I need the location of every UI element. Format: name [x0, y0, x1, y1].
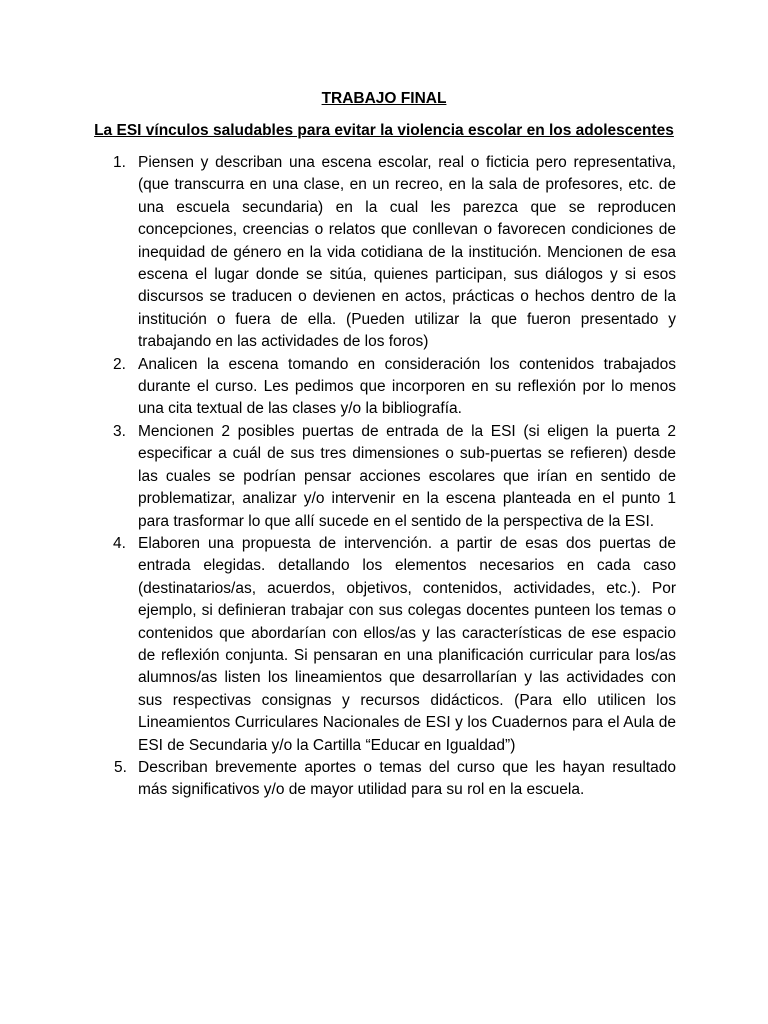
list-item	[108, 533, 676, 757]
list-item-text: Elaboren una propuesta de intervención. a partir de esas dos puertas de entrada elegidas. detallando los elementos necesarios en cada caso (destinatarios/as, acuerdos, objetivos, contenidos, actividades, etc.). Por ejemplo, si definieran trabajar con sus colegas docentes punteen los temas o contenidos que abordarían con ellos/as y las características de ese espacio de reflexión conjunta. Si pensaran en una planificación curricular para los/as alumnos/as listen los lineamientos que desarrollarían y las actividades con sus respectivas consignas y recursos didácticos. (Para ello utilicen los Lineamientos Curriculares Nacionales de ESI y los Cuadernos para el Aula de ESI de Secundaria y/o la Cartilla “Educar en Igualdad”)	[138, 534, 676, 754]
list-item-number: 3.	[113, 422, 126, 440]
list-item-number: 1.	[113, 154, 126, 171]
list-item-text: Analicen la escena tomando en consideración los contenidos trabajados durante el curso. Les pedimos que incorporen en su reflexión por lo menos una cita textual de las clases y/o la bibliografía.	[138, 355, 676, 418]
document-title: TRABAJO FINAL	[321, 90, 447, 107]
list-item-number: 2.	[113, 355, 126, 373]
list-item	[108, 757, 676, 802]
list-item-number: 5.	[114, 758, 127, 776]
document-subtitle: La ESI vínculos saludables para evitar la violencia escolar en los adolescentes	[94, 122, 674, 139]
list-item	[108, 421, 676, 533]
list-item	[108, 354, 676, 421]
list-item-number: 4.	[113, 534, 126, 552]
list-item	[108, 152, 676, 354]
list-item-text: Piensen y describan una escena escolar, real o ficticia pero representativa, (que transcurra en una clase, en un recreo, en la sala de profesores, etc. de una escuela secundaria) en la cual les parezca que se reproducen concepciones, creencias o relatos que conllevan o favorecen condiciones de inequidad de género en la vida cotidiana de la institución. Mencionen de esa escena el lugar donde se sitúa, quienes participan, sus diálogos y si esos discursos se traducen o devienen en actos, prácticas o hechos dentro de la institución o fuera de ella. (Pueden utilizar la que fueron presentado y trabajando en las actividades de los foros)	[138, 154, 676, 351]
list-item-text: Describan brevemente aportes o temas del curso que les hayan resultado más significativos y/o de mayor utilidad para su rol en la escuela.	[138, 758, 676, 799]
assignment-list	[108, 152, 676, 802]
list-item-text: Mencionen 2 posibles puertas de entrada de la ESI (si eligen la puerta 2 especificar a cuál de sus tres dimensiones o sub-puertas se refieren) desde las cuales se podrían pensar acciones escolares que irían en sentido de problematizar, analizar y/o intervenir en la escena planteada en el punto 1 para trasformar lo que allí sucede en el sentido de la perspectiva de la ESI.	[138, 422, 676, 530]
